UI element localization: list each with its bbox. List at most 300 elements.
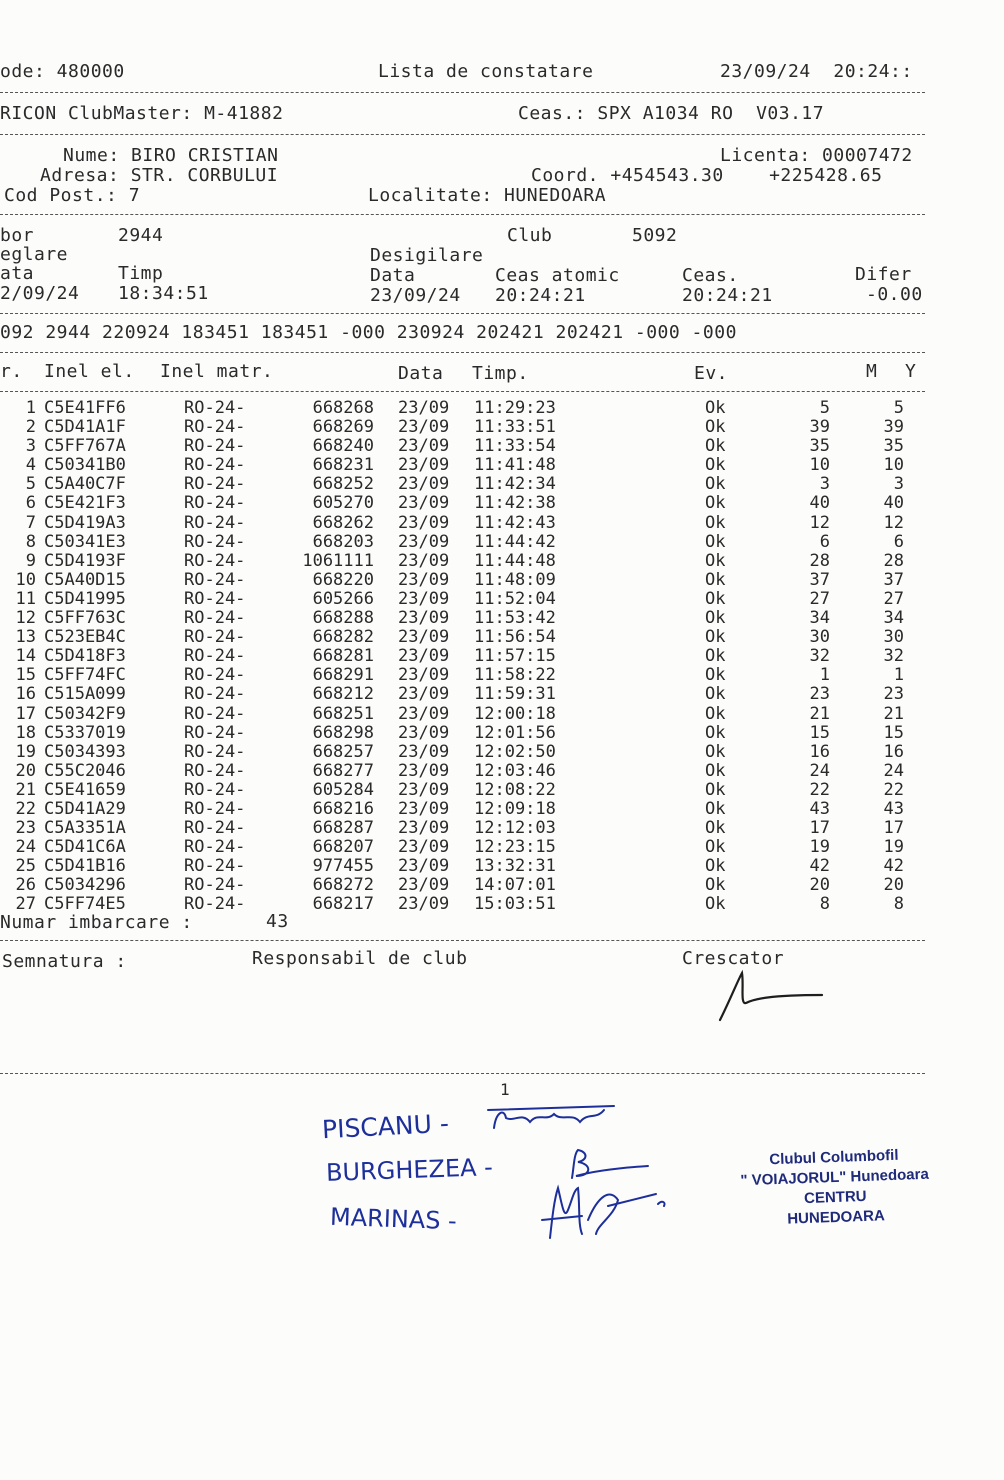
row-ring-el: C5034393 xyxy=(44,741,126,762)
table-row xyxy=(0,685,930,704)
row-event: Ok xyxy=(705,569,726,590)
clock-id: Ceas.: SPX A1034 RO V03.17 xyxy=(518,103,825,124)
col-data: Data xyxy=(398,363,444,384)
owner-coord: Coord. +454543.30 +225428.65 xyxy=(531,165,883,186)
row-nr: 12 xyxy=(15,608,36,629)
row-ring-series: RO-24- xyxy=(184,455,246,476)
row-ring-series: RO-24- xyxy=(184,798,246,819)
row-ring-series: RO-24- xyxy=(184,741,246,762)
stamp-line-1: Clubul Columbofil xyxy=(769,1146,899,1169)
stamp-line-2: " VOIAJORUL" Hunedoara xyxy=(740,1165,930,1190)
row-ring-el: C5D4193F xyxy=(44,550,126,571)
row-y: 39 xyxy=(883,417,904,438)
row-ring-el: C5FF767A xyxy=(44,436,126,457)
row-date: 23/09 xyxy=(398,837,450,858)
row-date: 23/09 xyxy=(398,531,450,552)
row-m: 3 xyxy=(819,474,830,495)
table-row xyxy=(0,456,930,475)
row-m: 22 xyxy=(809,779,830,800)
row-nr: 24 xyxy=(15,837,36,858)
arrivals-table xyxy=(0,399,930,915)
row-ring-series: RO-24- xyxy=(184,722,246,743)
row-y: 30 xyxy=(883,627,904,648)
row-ring-series: RO-24- xyxy=(184,760,246,781)
row-y: 15 xyxy=(883,722,904,743)
table-row xyxy=(0,724,930,743)
row-m: 8 xyxy=(819,894,830,915)
row-ring-series: RO-24- xyxy=(184,531,246,552)
row-date: 23/09 xyxy=(398,493,450,514)
row-y: 5 xyxy=(893,398,904,418)
row-ring-el: C515A099 xyxy=(44,684,126,705)
row-ring-matr: 605266 xyxy=(312,588,374,609)
row-ring-el: C5FF74E5 xyxy=(44,894,126,915)
row-m: 16 xyxy=(809,741,830,762)
club-responsible-label: Responsabil de club xyxy=(252,948,468,969)
row-ring-series: RO-24- xyxy=(184,550,246,571)
page-number: 1 xyxy=(500,1080,511,1099)
row-date: 23/09 xyxy=(398,455,450,476)
row-date: 23/09 xyxy=(398,550,450,571)
row-event: Ok xyxy=(705,398,726,418)
row-date: 23/09 xyxy=(398,588,450,609)
data-label: ata xyxy=(0,263,35,284)
row-ring-series: RO-24- xyxy=(184,894,246,915)
row-m: 40 xyxy=(809,493,830,514)
row-nr: 25 xyxy=(15,856,36,877)
row-y: 16 xyxy=(883,741,904,762)
report-title: Lista de constatare xyxy=(378,61,594,82)
col-y: Y xyxy=(905,361,917,382)
row-event: Ok xyxy=(705,665,726,686)
row-ring-el: C523EB4C xyxy=(44,627,126,648)
row-date: 23/09 xyxy=(398,684,450,705)
row-nr: 17 xyxy=(15,703,36,724)
row-time: 11:59:31 xyxy=(474,684,556,705)
report-datetime: 23/09/24 20:24:: xyxy=(720,61,913,82)
row-ring-series: RO-24- xyxy=(184,417,246,438)
row-event: Ok xyxy=(705,493,726,514)
row-nr: 26 xyxy=(15,875,36,896)
row-ring-matr: 668216 xyxy=(312,798,374,819)
row-y: 8 xyxy=(893,894,904,915)
divider xyxy=(0,940,925,941)
divider xyxy=(0,352,925,353)
row-ring-matr: 668207 xyxy=(312,837,374,858)
row-nr: 14 xyxy=(15,646,36,667)
row-time: 12:03:46 xyxy=(474,760,556,781)
owner-licence: Licenta: 00007472 xyxy=(720,145,913,166)
row-ring-series: RO-24- xyxy=(184,398,246,418)
row-y: 12 xyxy=(883,512,904,533)
row-ring-el: C5D41995 xyxy=(44,588,126,609)
row-y: 21 xyxy=(883,703,904,724)
row-m: 15 xyxy=(809,722,830,743)
row-nr: 22 xyxy=(15,798,36,819)
row-date: 23/09 xyxy=(398,741,450,762)
row-date: 23/09 xyxy=(398,818,450,839)
row-m: 21 xyxy=(809,703,830,724)
row-m: 34 xyxy=(809,608,830,629)
row-event: Ok xyxy=(705,531,726,552)
row-time: 11:56:54 xyxy=(474,627,556,648)
reglare-date: 2/09/24 xyxy=(0,283,80,304)
row-y: 37 xyxy=(883,569,904,590)
row-ring-series: RO-24- xyxy=(184,569,246,590)
reglare-time: 18:34:51 xyxy=(118,283,209,304)
row-ring-el: C5D41A1F xyxy=(44,417,126,438)
row-event: Ok xyxy=(705,779,726,800)
row-ring-el: C5A3351A xyxy=(44,818,126,839)
desigilare-clock: 20:24:21 xyxy=(682,285,773,306)
row-time: 11:53:42 xyxy=(474,608,556,629)
row-nr: 8 xyxy=(25,531,36,552)
breeder-signature xyxy=(710,965,830,1025)
row-time: 12:00:18 xyxy=(474,703,556,724)
row-m: 17 xyxy=(809,818,830,839)
row-event: Ok xyxy=(705,798,726,819)
row-ring-matr: 668269 xyxy=(312,417,374,438)
breeder-label: Crescator xyxy=(682,948,785,969)
row-m: 19 xyxy=(809,837,830,858)
row-m: 20 xyxy=(809,875,830,896)
row-ring-series: RO-24- xyxy=(184,512,246,533)
boarding-label: Numar imbarcare : xyxy=(0,912,193,933)
row-nr: 5 xyxy=(25,474,36,495)
table-row xyxy=(0,857,930,876)
table-row xyxy=(0,666,930,685)
row-time: 11:42:38 xyxy=(474,493,556,514)
report-code: ode: 480000 xyxy=(0,61,125,82)
row-ring-matr: 668281 xyxy=(312,646,374,667)
owner-postal: Cod Post.: 7 xyxy=(4,185,141,206)
table-row xyxy=(0,418,930,437)
row-y: 19 xyxy=(883,837,904,858)
row-ring-el: C5D41C6A xyxy=(44,837,126,858)
row-ring-matr: 668220 xyxy=(312,569,374,590)
row-time: 11:44:42 xyxy=(474,531,556,552)
zbor-value: 2944 xyxy=(118,225,164,246)
row-ring-matr: 1061111 xyxy=(302,550,374,571)
table-row xyxy=(0,819,930,838)
row-ring-matr: 668231 xyxy=(312,455,374,476)
col-nr: r. xyxy=(0,361,23,382)
row-time: 12:02:50 xyxy=(474,741,556,762)
row-m: 12 xyxy=(809,512,830,533)
signature-3 xyxy=(538,1180,674,1244)
row-time: 12:08:22 xyxy=(474,779,556,800)
row-date: 23/09 xyxy=(398,665,450,686)
row-ring-series: RO-24- xyxy=(184,856,246,877)
signature-2 xyxy=(566,1146,656,1182)
ceas-label: Ceas. xyxy=(682,265,739,286)
row-event: Ok xyxy=(705,588,726,609)
row-nr: 18 xyxy=(15,722,36,743)
row-ring-matr: 668298 xyxy=(312,722,374,743)
row-ring-el: C5E421F3 xyxy=(44,493,126,514)
row-time: 15:03:51 xyxy=(474,894,556,915)
row-time: 11:33:54 xyxy=(474,436,556,457)
row-nr: 19 xyxy=(15,741,36,762)
row-date: 23/09 xyxy=(398,474,450,495)
row-m: 27 xyxy=(809,588,830,609)
row-ring-el: C5FF74FC xyxy=(44,665,126,686)
row-y: 43 xyxy=(883,798,904,819)
row-ring-el: C55C2046 xyxy=(44,760,126,781)
table-row xyxy=(0,514,930,533)
code-line: 092 2944 220924 183451 183451 -000 230924 202421 202421 -000 -000 xyxy=(0,322,737,343)
handwritten-name-2: BURGHEZEA - xyxy=(325,1153,494,1187)
divider xyxy=(0,391,925,392)
row-event: Ok xyxy=(705,722,726,743)
row-event: Ok xyxy=(705,608,726,629)
table-row xyxy=(0,475,930,494)
row-ring-el: C5E41FF6 xyxy=(44,398,126,418)
row-ring-matr: 668257 xyxy=(312,741,374,762)
ceas-atomic-label: Ceas atomic xyxy=(495,265,620,286)
club-stamp xyxy=(714,1144,957,1232)
table-row xyxy=(0,552,930,571)
row-event: Ok xyxy=(705,627,726,648)
table-row xyxy=(0,571,930,590)
row-ring-matr: 668252 xyxy=(312,474,374,495)
row-ring-matr: 605270 xyxy=(312,493,374,514)
row-m: 6 xyxy=(819,531,830,552)
row-time: 12:23:15 xyxy=(474,837,556,858)
row-nr: 20 xyxy=(15,760,36,781)
row-ring-el: C5337019 xyxy=(44,722,126,743)
signature-1 xyxy=(484,1098,624,1138)
row-event: Ok xyxy=(705,550,726,571)
row-y: 1 xyxy=(893,665,904,686)
col-inel: Inel el. xyxy=(44,361,135,382)
row-event: Ok xyxy=(705,512,726,533)
row-nr: 27 xyxy=(15,894,36,915)
col-inel-matr: Inel matr. xyxy=(160,361,274,382)
row-nr: 1 xyxy=(25,398,36,418)
row-ring-series: RO-24- xyxy=(184,627,246,648)
handwritten-name-1: PISCANU - xyxy=(321,1108,450,1145)
row-y: 40 xyxy=(883,493,904,514)
row-nr: 16 xyxy=(15,684,36,705)
device-id: RICON ClubMaster: M-41882 xyxy=(0,103,284,124)
row-date: 23/09 xyxy=(398,569,450,590)
difer-label: Difer xyxy=(855,264,912,285)
row-y: 35 xyxy=(883,436,904,457)
row-ring-matr: 668288 xyxy=(312,608,374,629)
row-ring-matr: 668240 xyxy=(312,436,374,457)
row-date: 23/09 xyxy=(398,798,450,819)
row-ring-matr: 668291 xyxy=(312,665,374,686)
row-ring-el: C5FF763C xyxy=(44,608,126,629)
row-ring-el: C5D41B16 xyxy=(44,856,126,877)
row-time: 11:57:15 xyxy=(474,646,556,667)
row-time: 11:42:43 xyxy=(474,512,556,533)
table-row xyxy=(0,399,930,418)
owner-locality: Localitate: HUNEDOARA xyxy=(368,185,607,206)
row-nr: 23 xyxy=(15,818,36,839)
row-event: Ok xyxy=(705,646,726,667)
row-ring-matr: 668272 xyxy=(312,875,374,896)
row-nr: 2 xyxy=(25,417,36,438)
row-y: 32 xyxy=(883,646,904,667)
owner-name: Nume: BIRO CRISTIAN xyxy=(63,145,279,166)
row-ring-matr: 668262 xyxy=(312,512,374,533)
row-ring-el: C50341E3 xyxy=(44,531,126,552)
table-row xyxy=(0,628,930,647)
row-ring-el: C5D418F3 xyxy=(44,646,126,667)
row-ring-series: RO-24- xyxy=(184,684,246,705)
row-ring-el: C5A40C7F xyxy=(44,474,126,495)
row-nr: 21 xyxy=(15,779,36,800)
row-ring-el: C5E41659 xyxy=(44,779,126,800)
row-ring-matr: 668268 xyxy=(312,398,374,418)
boarding-value: 43 xyxy=(266,911,289,932)
owner-address: Adresa: STR. CORBULUI xyxy=(40,165,279,186)
row-ring-series: RO-24- xyxy=(184,474,246,495)
row-ring-matr: 668217 xyxy=(312,894,374,915)
row-ring-matr: 605284 xyxy=(312,779,374,800)
row-date: 23/09 xyxy=(398,875,450,896)
row-date: 23/09 xyxy=(398,398,450,418)
row-time: 11:44:48 xyxy=(474,550,556,571)
row-nr: 10 xyxy=(15,569,36,590)
row-y: 10 xyxy=(883,455,904,476)
row-y: 6 xyxy=(893,531,904,552)
row-event: Ok xyxy=(705,818,726,839)
row-event: Ok xyxy=(705,760,726,781)
table-row xyxy=(0,705,930,724)
row-time: 14:07:01 xyxy=(474,875,556,896)
row-m: 42 xyxy=(809,856,830,877)
row-ring-series: RO-24- xyxy=(184,436,246,457)
row-ring-series: RO-24- xyxy=(184,646,246,667)
handwritten-name-3: MARINAS - xyxy=(329,1202,458,1236)
row-y: 28 xyxy=(883,550,904,571)
row-ring-el: C5A40D15 xyxy=(44,569,126,590)
row-y: 42 xyxy=(883,856,904,877)
row-date: 23/09 xyxy=(398,608,450,629)
row-date: 23/09 xyxy=(398,512,450,533)
row-date: 23/09 xyxy=(398,856,450,877)
row-y: 34 xyxy=(883,608,904,629)
desigilare-label: Desigilare xyxy=(370,245,484,266)
data2-label: Data xyxy=(370,265,416,286)
stamp-line-4: HUNEDOARA xyxy=(787,1207,886,1228)
row-event: Ok xyxy=(705,436,726,457)
row-ring-matr: 668287 xyxy=(312,818,374,839)
stamp-line-3: CENTRU xyxy=(803,1187,867,1208)
row-nr: 7 xyxy=(25,512,36,533)
row-event: Ok xyxy=(705,455,726,476)
row-ring-matr: 668282 xyxy=(312,627,374,648)
row-time: 11:48:09 xyxy=(474,569,556,590)
row-ring-matr: 668212 xyxy=(312,684,374,705)
row-m: 35 xyxy=(809,436,830,457)
row-date: 23/09 xyxy=(398,779,450,800)
row-date: 23/09 xyxy=(398,894,450,915)
row-y: 23 xyxy=(883,684,904,705)
row-m: 28 xyxy=(809,550,830,571)
club-label: Club xyxy=(507,225,553,246)
row-y: 3 xyxy=(893,474,904,495)
row-date: 23/09 xyxy=(398,760,450,781)
row-y: 20 xyxy=(883,875,904,896)
row-event: Ok xyxy=(705,474,726,495)
row-nr: 9 xyxy=(25,550,36,571)
difer-value: -0.00 xyxy=(866,284,923,305)
row-y: 22 xyxy=(883,779,904,800)
row-m: 43 xyxy=(809,798,830,819)
divider xyxy=(0,214,925,215)
table-row xyxy=(0,437,930,456)
row-y: 17 xyxy=(883,818,904,839)
table-row xyxy=(0,590,930,609)
row-time: 11:41:48 xyxy=(474,455,556,476)
row-nr: 13 xyxy=(15,627,36,648)
row-m: 30 xyxy=(809,627,830,648)
row-date: 23/09 xyxy=(398,627,450,648)
reglare-label: eglare xyxy=(0,244,69,265)
row-y: 27 xyxy=(883,588,904,609)
signature-label: Semnatura : xyxy=(2,951,127,972)
row-ring-el: C50341B0 xyxy=(44,455,126,476)
row-ring-matr: 668203 xyxy=(312,531,374,552)
row-ring-matr: 668277 xyxy=(312,760,374,781)
desigilare-date: 23/09/24 xyxy=(370,285,461,306)
row-ring-series: RO-24- xyxy=(184,875,246,896)
row-m: 10 xyxy=(809,455,830,476)
row-time: 11:42:34 xyxy=(474,474,556,495)
col-ev: Ev. xyxy=(694,363,729,384)
row-ring-series: RO-24- xyxy=(184,608,246,629)
row-time: 12:09:18 xyxy=(474,798,556,819)
table-row xyxy=(0,647,930,666)
table-row xyxy=(0,838,930,857)
row-event: Ok xyxy=(705,417,726,438)
row-ring-series: RO-24- xyxy=(184,588,246,609)
row-ring-el: C5D41A29 xyxy=(44,798,126,819)
table-row xyxy=(0,762,930,781)
row-time: 11:52:04 xyxy=(474,588,556,609)
row-nr: 15 xyxy=(15,665,36,686)
zbor-label: bor xyxy=(0,225,35,246)
row-ring-el: C5034296 xyxy=(44,875,126,896)
row-y: 24 xyxy=(883,760,904,781)
row-date: 23/09 xyxy=(398,646,450,667)
table-row xyxy=(0,609,930,628)
col-timp: Timp. xyxy=(472,363,529,384)
row-time: 11:33:51 xyxy=(474,417,556,438)
row-ring-matr: 977455 xyxy=(312,856,374,877)
row-m: 24 xyxy=(809,760,830,781)
row-event: Ok xyxy=(705,894,726,915)
timp-label: Timp xyxy=(118,263,164,284)
row-date: 23/09 xyxy=(398,703,450,724)
divider xyxy=(0,92,925,93)
club-value: 5092 xyxy=(632,225,678,246)
divider xyxy=(0,134,925,135)
row-m: 39 xyxy=(809,417,830,438)
row-event: Ok xyxy=(705,741,726,762)
row-m: 32 xyxy=(809,646,830,667)
row-m: 5 xyxy=(819,398,830,418)
table-row xyxy=(0,781,930,800)
row-ring-el: C50342F9 xyxy=(44,703,126,724)
table-row xyxy=(0,494,930,513)
row-event: Ok xyxy=(705,684,726,705)
row-ring-el: C5D419A3 xyxy=(44,512,126,533)
